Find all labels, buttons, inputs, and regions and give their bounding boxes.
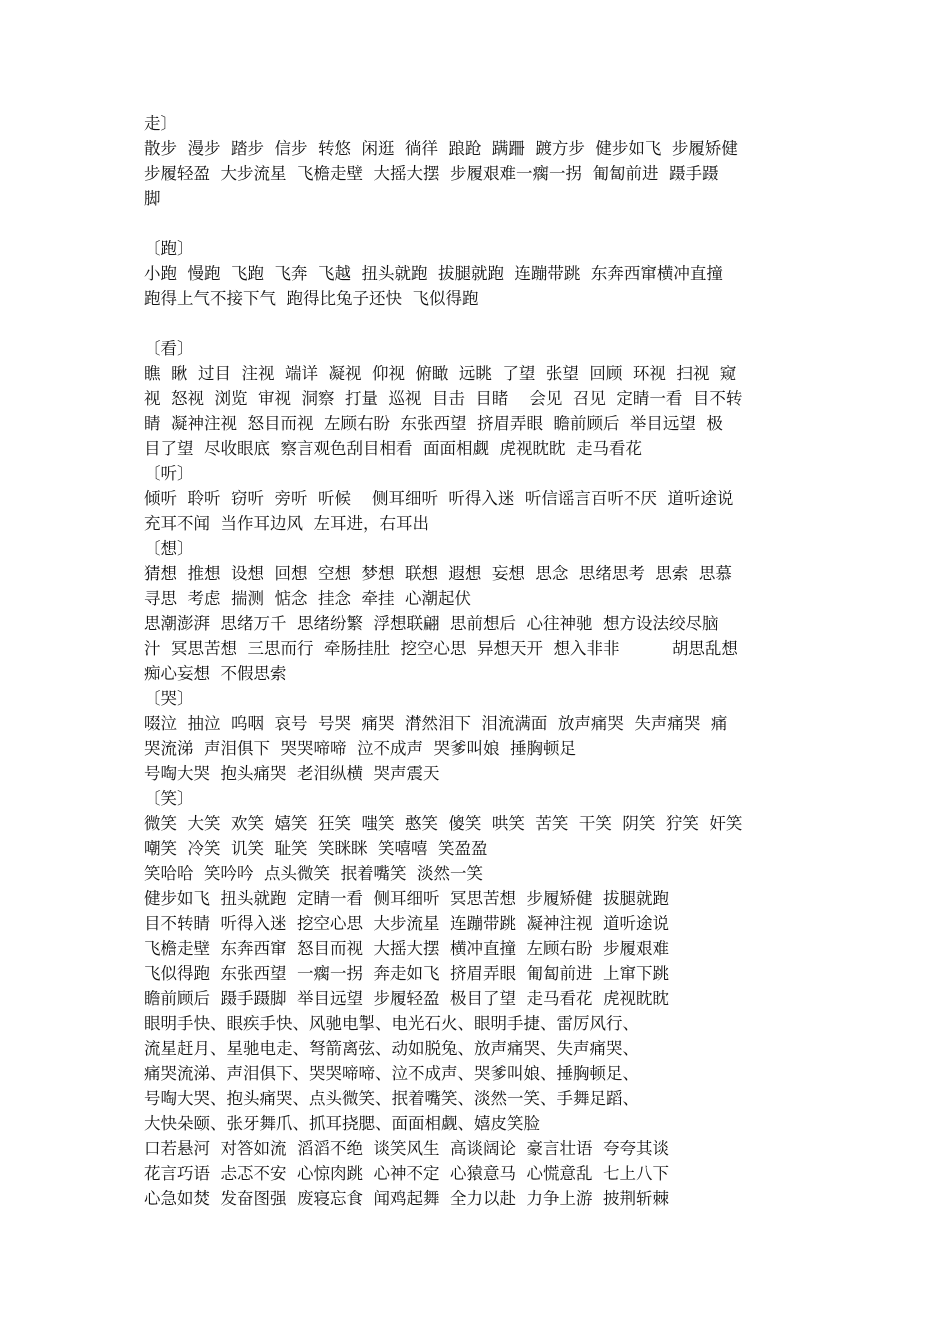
text-line: 充耳不闻 当作耳边风 左耳进，右耳出: [144, 514, 429, 533]
text-line: 猜想 推想 设想 回想 空想 梦想 联想 遐想 妄想 思念 思绪思考 思索 思慕: [144, 564, 732, 583]
text-line: 号啕大哭、抱头痛哭、点头微笑、抿着嘴笑、淡然一笑、手舞足蹈、: [144, 1089, 639, 1108]
text-line: 花言巧语 忐忑不安 心惊肉跳 心神不定 心猿意马 心慌意乱 七上八下: [144, 1164, 669, 1183]
text-line: 跑得上气不接下气 跑得比兔子还快 飞似得跑: [144, 289, 479, 308]
text-line: 眼明手快、眼疾手快、风驰电掣、电光石火、眼明手捷、雷厉风行、: [144, 1014, 639, 1033]
text-line: 倾听 聆听 窃听 旁听 听候 侧耳细听 听得入迷 听信谣言百听不厌 道听途说: [144, 489, 734, 508]
document-page: [144, 111, 824, 1211]
text-line: 步履轻盈 大步流星 飞檐走壁 大摇大摆 步履艰难一瘸一拐 匍匐前进 蹑手蹑: [144, 164, 719, 183]
text-line: 大快朵颐、张牙舞爪、抓耳挠腮、面面相觑、嬉皮笑脸: [144, 1114, 540, 1133]
text-line: 〔哭〕: [144, 689, 194, 708]
text-line: 飞似得跑 东张西望 一瘸一拐 奔走如飞 挤眉弄眼 匍匐前进 上窜下跳: [144, 964, 669, 983]
text-line: 飞檐走壁 东奔西窜 怒目而视 大摇大摆 横冲直撞 左顾右盼 步履艰难: [144, 939, 669, 958]
text-line: 目了望 尽收眼底 察言观色刮目相看 面面相觑 虎视眈眈 走马看花: [144, 439, 642, 458]
text-line: 走〕: [144, 114, 177, 133]
text-line: 健步如飞 扭头就跑 定睛一看 侧耳细听 冥思苦想 步履矫健 拔腿就跑: [144, 889, 669, 908]
text-line: 流星赶月、星驰电走、弩箭离弦、动如脱兔、放声痛哭、失声痛哭、: [144, 1039, 639, 1058]
text-line: 心急如焚 发奋图强 废寝忘食 闻鸡起舞 全力以赴 力争上游 披荆斩棘: [144, 1189, 669, 1208]
text-line: 寻思 考虑 揣测 惦念 挂念 牵挂 心潮起伏: [144, 589, 471, 608]
text-line: 啜泣 抽泣 呜咽 哀号 号哭 痛哭 潸然泪下 泪流满面 放声痛哭 失声痛哭 痛: [144, 714, 728, 733]
text-line: 笑哈哈 笑吟吟 点头微笑 抿着嘴笑 淡然一笑: [144, 864, 483, 883]
text-line: 〔看〕: [144, 339, 194, 358]
text-line: 瞧 瞅 过目 注视 端详 凝视 仰视 俯瞰 远眺 了望 张望 回顾 环视 扫视 窥: [144, 364, 737, 383]
text-line: 目不转睛 听得入迷 挖空心思 大步流星 连蹦带跳 凝神注视 道听途说: [144, 914, 669, 933]
text-line: 散步 漫步 踏步 信步 转悠 闲逛 徜徉 踉跄 蹒跚 踱方步 健步如飞 步履矫健: [144, 139, 738, 158]
text-line: 痛哭流涕、声泪俱下、哭哭啼啼、泣不成声、哭爹叫娘、捶胸顿足、: [144, 1064, 639, 1083]
text-line: 视 怒视 浏览 审视 洞察 打量 巡视 目击 目睹 会见 召见 定睛一看 目不转: [144, 389, 743, 408]
text-line: 嘲笑 冷笑 讥笑 耻笑 笑眯眯 笑嘻嘻 笑盈盈: [144, 839, 488, 858]
text-line: 号啕大哭 抱头痛哭 老泪纵横 哭声震天: [144, 764, 440, 783]
text-line: 睛 凝神注视 怒目而视 左顾右盼 东张西望 挤眉弄眼 瞻前顾后 举目远望 极: [144, 414, 723, 433]
text-line: 思潮澎湃 思绪万千 思绪纷繁 浮想联翩 思前想后 心往神驰 想方设法绞尽脑: [144, 614, 719, 633]
text-line: 〔笑〕: [144, 789, 194, 808]
text-line: 瞻前顾后 蹑手蹑脚 举目远望 步履轻盈 极目了望 走马看花 虎视眈眈: [144, 989, 669, 1008]
text-line: 微笑 大笑 欢笑 嬉笑 狂笑 嗤笑 憨笑 傻笑 哄笑 苦笑 干笑 阴笑 狞笑 奸笑: [144, 814, 743, 833]
text-line: 痴心妄想 不假思索: [144, 664, 287, 683]
text-line: 〔听〕: [144, 464, 194, 483]
text-line: 〔跑〕: [144, 239, 194, 258]
text-line: 脚: [144, 189, 161, 208]
text-line: 〔想〕: [144, 539, 194, 558]
text-line: 小跑 慢跑 飞跑 飞奔 飞越 扭头就跑 拔腿就跑 连蹦带跳 东奔西窜横冲直撞: [144, 264, 723, 283]
text-line: 汁 冥思苦想 三思而行 牵肠挂肚 挖空心思 异想天开 想入非非 胡思乱想: [144, 639, 738, 658]
blank-line: [144, 211, 824, 236]
blank-line: [144, 311, 824, 336]
text-line: 哭流涕 声泪俱下 哭哭啼啼 泣不成声 哭爹叫娘 捶胸顿足: [144, 739, 576, 758]
text-line: 口若悬河 对答如流 滔滔不绝 谈笑风生 高谈阔论 豪言壮语 夸夸其谈: [144, 1139, 669, 1158]
